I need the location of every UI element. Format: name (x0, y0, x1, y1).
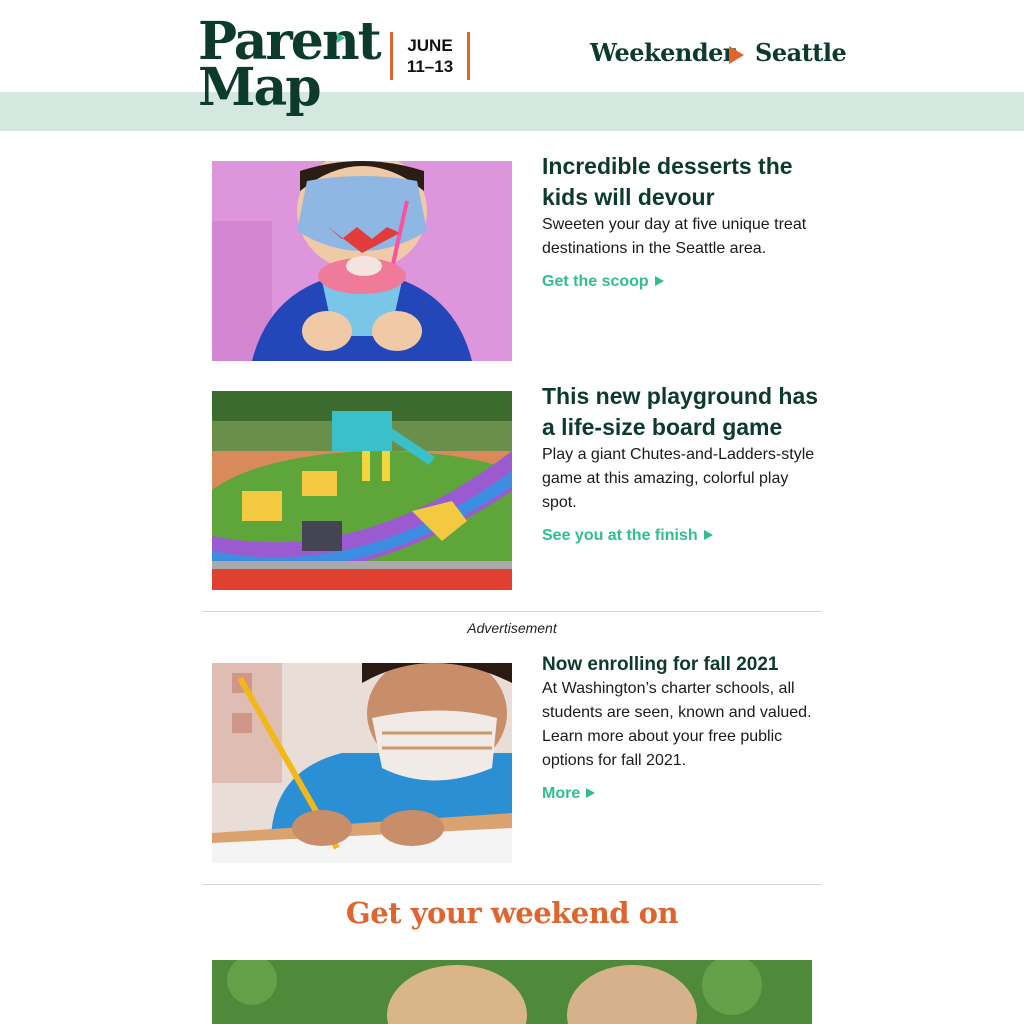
parentmap-logo[interactable] (198, 11, 380, 124)
divider (202, 884, 822, 885)
dessert-photo[interactable] (212, 161, 512, 361)
ad-title[interactable]: Now enrolling for fall 2021 (542, 654, 779, 675)
article-2-link[interactable] (542, 524, 713, 548)
brand-weekender: Weekender (590, 38, 736, 67)
brand-play-icon (729, 46, 744, 64)
article-1-link[interactable] (542, 270, 664, 294)
ad-link-label: More (542, 785, 581, 802)
ad-photo[interactable] (212, 663, 512, 863)
logo-play-icon (337, 33, 345, 43)
ad-label: Advertisement (467, 620, 557, 636)
playground-photo[interactable] (212, 391, 512, 590)
article-1-link-label: Get the scoop (542, 273, 649, 290)
date-badge (390, 32, 470, 80)
weekend-hero-photo[interactable] (212, 960, 812, 1024)
section-title: Get your weekend on (345, 896, 679, 930)
brand-city: Seattle (755, 38, 847, 67)
article-2-link-label: See you at the finish (542, 527, 698, 544)
ad-link[interactable] (542, 782, 595, 806)
ad-desc: At Washington’s charter schools, all students are seen, known and valued. Learn more about your free public options for fall 2021. (542, 680, 812, 769)
arrow-right-icon (655, 276, 664, 286)
logo-line-2: Map (198, 57, 320, 118)
email-header (0, 0, 1024, 92)
article-2-desc: Play a giant Chutes-and-Ladders-style game at this amazing, colorful play spot. (542, 446, 815, 511)
article-2-title[interactable]: This new playground has a life-size board game (542, 383, 819, 440)
divider (202, 611, 822, 612)
arrow-right-icon (586, 788, 595, 798)
article-1-desc: Sweeten your day at five unique treat destinations in the Seattle area. (542, 216, 807, 257)
logo-line-1: Parent (198, 11, 380, 72)
arrow-right-icon (704, 530, 713, 540)
article-1-title[interactable]: Incredible desserts the kids will devour (542, 153, 793, 210)
date-month: JUNE (407, 36, 453, 55)
header-band (0, 92, 1024, 131)
date-days: 11–13 (406, 57, 454, 76)
